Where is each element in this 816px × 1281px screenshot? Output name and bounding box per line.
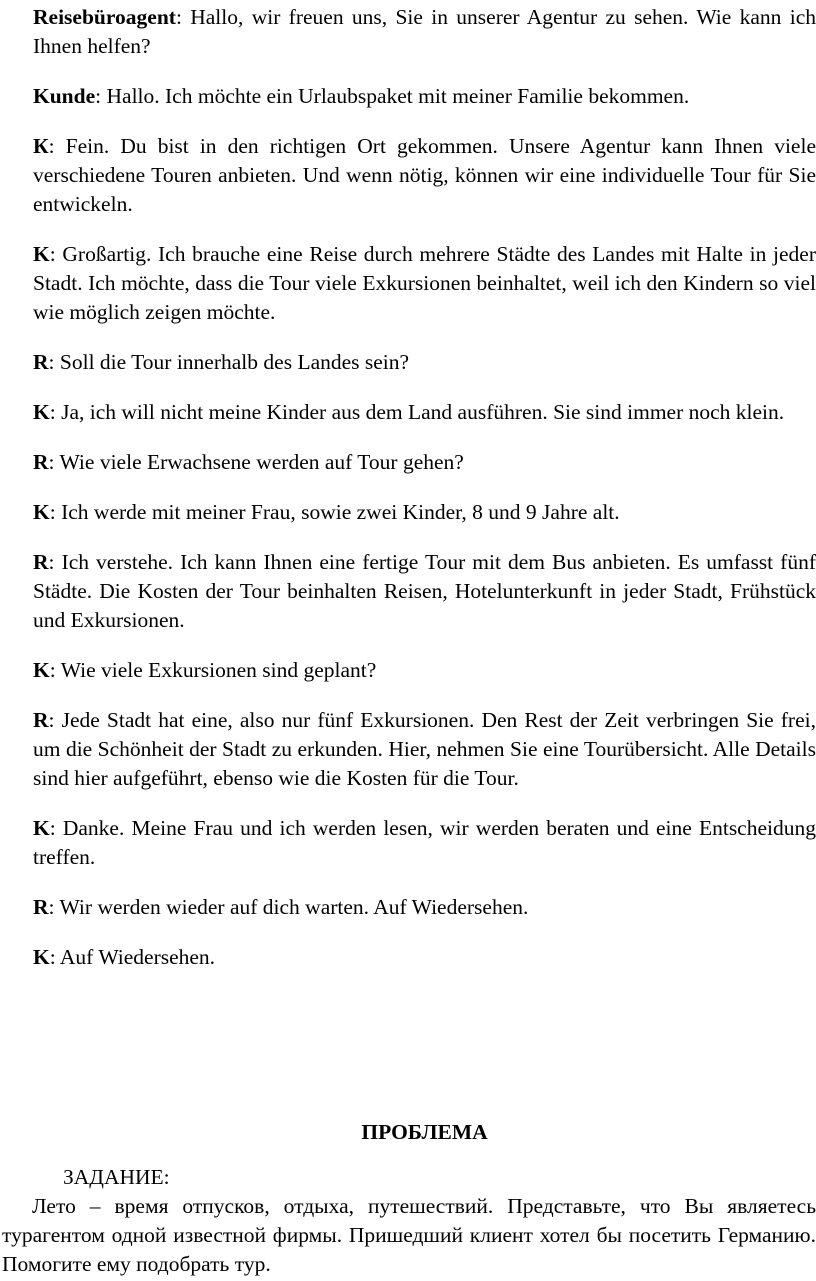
line-text: Wir werden wieder auf dich warten. Auf Wiedersehen. — [59, 895, 529, 919]
dialogue-line — [33, 656, 816, 685]
problem-title: ПРОБЛЕМА — [361, 1120, 488, 1144]
speaker-separator: : — [49, 400, 62, 424]
dialogue-line — [33, 240, 816, 327]
line-text: Wie viele Erwachsene werden auf Tour gehen? — [59, 450, 464, 474]
dialogue-line — [33, 548, 816, 635]
speaker-separator: : — [48, 708, 62, 732]
line-text: Danke. Meine Frau und ich werden lesen, wir werden beraten und eine Entscheidung treffen. — [33, 816, 816, 869]
speaker-label: K — [33, 500, 50, 524]
speaker-label: R — [33, 350, 49, 374]
speaker-separator: : — [48, 134, 66, 158]
speaker-separator: : — [49, 816, 63, 840]
speaker-label: R — [33, 550, 49, 574]
line-text: Hallo. Ich möchte ein Urlaubspaket mit meiner Familie bekommen. — [106, 84, 690, 108]
line-text: Großartig. Ich brauche eine Reise durch mehrere Städte des Landes mit Halte in jeder Stadt. Ich möchte, dass die Tour viele Exkursionen beinhaltet, weil ich den Kindern so viel wie möglich zeigen möchte. — [33, 242, 816, 324]
dialogue-line — [33, 448, 816, 477]
dialogue-line — [33, 348, 816, 377]
speaker-separator: : — [48, 350, 60, 374]
speaker-label: R — [33, 450, 49, 474]
line-text: Fein. Du bist in den richtigen Ort gekommen. Unsere Agentur kann Ihnen viele verschiedene Touren anbieten. Und wenn nötig, können wir eine individuelle Tour für Sie entwickeln. — [33, 134, 816, 216]
document-page — [2, 0, 816, 1276]
dialogue-line — [33, 498, 816, 527]
dialogue-line — [33, 706, 816, 793]
speaker-separator: : — [48, 895, 60, 919]
line-text: Soll die Tour innerhalb des Landes sein? — [59, 350, 410, 374]
speaker-separator: : — [48, 450, 60, 474]
dialogue-line — [33, 82, 816, 111]
line-text: Ich verstehe. Ich kann Ihnen eine fertige Tour mit dem Bus anbieten. Es umfasst fünf Städte. Die Kosten der Tour beinhalten Reisen, Hotelunterkunft in jeder Stadt, Frühstück und Exkursionen. — [33, 550, 816, 632]
speaker-label: K — [33, 658, 50, 682]
speaker-label: R — [33, 708, 49, 732]
speaker-separator: : — [175, 5, 191, 29]
speaker-separator: : — [49, 242, 63, 266]
speaker-label: R — [33, 895, 49, 919]
line-text: Auf Wiedersehen. — [59, 945, 216, 969]
speaker-label: К — [33, 134, 49, 158]
speaker-separator: : — [95, 84, 107, 108]
task-text: Лето – время отпусков, отдыха, путешествий. Представьте, что Вы являетесь турагентом одной известной фирмы. Пришедший клиент хотел бы посетить Германию. Помогите ему подобрать тур. — [2, 1194, 816, 1276]
problem-section — [2, 1118, 816, 1279]
speaker-label: K — [33, 945, 50, 969]
speaker-separator: : — [49, 500, 62, 524]
dialogue-line — [33, 132, 816, 219]
speaker-label: K — [33, 400, 50, 424]
task-label: ЗАДАНИЕ: — [63, 1165, 170, 1189]
dialogue-line — [33, 398, 816, 427]
speaker-label: K — [33, 816, 50, 840]
speaker-separator: : — [48, 550, 62, 574]
speaker-label: Kunde — [33, 84, 96, 108]
dialogue-line — [33, 814, 816, 872]
dialogue-line — [33, 893, 816, 922]
line-text: Ich werde mit meiner Frau, sowie zwei Kinder, 8 und 9 Jahre alt. — [61, 500, 620, 524]
speaker-label: K — [33, 242, 50, 266]
line-text: Wie viele Exkursionen sind geplant? — [60, 658, 377, 682]
speaker-separator: : — [49, 658, 61, 682]
speaker-separator: : — [49, 945, 60, 969]
dialogue-line — [33, 3, 816, 61]
speaker-label: Reisebüroagent — [33, 5, 176, 29]
line-text: Hallo, wir freuen uns, Sie in unserer Agentur zu sehen. Wie kann ich Ihnen helfen? — [33, 5, 816, 58]
line-text: Ja, ich will nicht meine Kinder aus dem Land ausführen. Sie sind immer noch klein. — [61, 400, 785, 424]
line-text: Jede Stadt hat eine, also nur fünf Exkursionen. Den Rest der Zeit verbringen Sie frei, um die Schönheit der Stadt zu erkunden. Hier, nehmen Sie eine Tourübersicht. Alle Details sind hier aufgeführt, ebenso wie die Kosten für die Tour. — [33, 708, 816, 790]
dialogue — [33, 3, 816, 972]
dialogue-line — [33, 943, 816, 972]
